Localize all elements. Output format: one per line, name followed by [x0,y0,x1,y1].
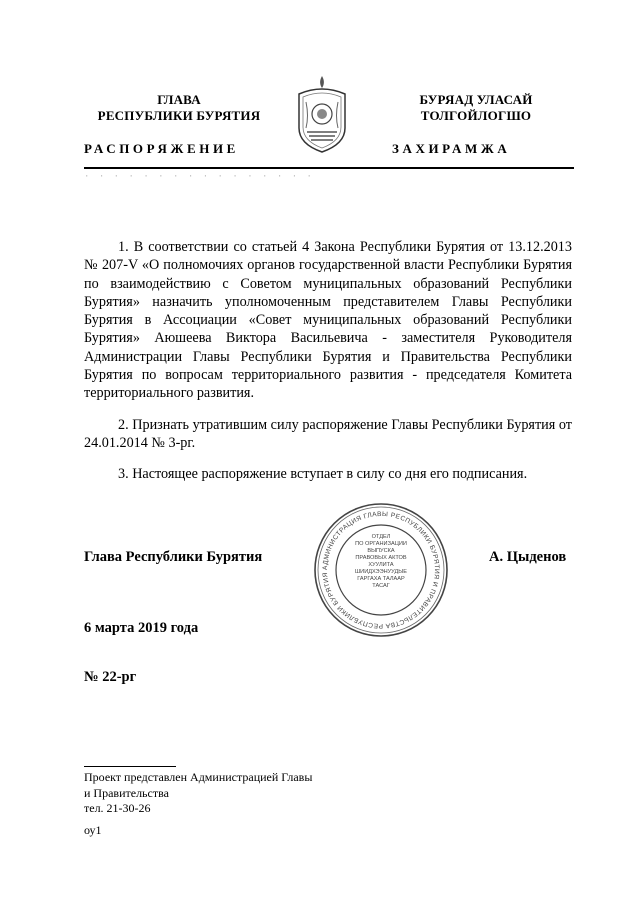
stamp-line-4: ПРАВОВЫХ АКТОВ [355,555,407,561]
document-number: № 22-рг [84,669,137,685]
footnote-line1: Проект представлен Администрацией Главы [84,770,313,784]
coat-of-arms-emblem [293,72,351,156]
footnote-line2: и Правительства [84,785,169,800]
signature-title: Глава Республики Бурятия [84,549,263,565]
stamp-ring-text: АДМИНИСТРАЦИЯ ГЛАВЫ РЕСПУБЛИКИ БУРЯТИЯ И ПРАВИТЕЛЬСТВА РЕСПУБЛИКИ БУРЯТИЯ [321,510,441,630]
paragraph-3: 3. Настоящее распоряжение вступает в силу со дня его подписания. [118,466,528,483]
header-left-line2: РЕСПУБЛИКИ БУРЯТИЯ [97,108,261,123]
stamp-line-7: ГАРГАХА ТАЛААР [357,576,405,582]
doc-type-right: ЗАХИРАМЖА [392,141,511,156]
paragraph-1: 1. В соответствии со статьей 4 Закона Республики Бурятия от 13.12.2013 № 207-V «О полномочиях органов государственной власти Республики Бурятия по взаимодействию с Советом муниципальных образований Республики Бурятия» назначить уполномоченным представителем Главы Республики Бурятия в Ассоциации «Совет муниципальных образований Республики Бурятия» Аюшеева Виктора Васильевича - заместителя Руководителя Администрации Главы Республики Бурятия и Правительства Республики Бурятия по вопросам территориального развития - председателя Комитета территориального развития. [84,239,572,402]
header-divider [84,167,574,169]
header-dotted-guide: · · · · · · · · · · · · · · · · [84,172,314,182]
stamp-line-3: ВЫПУСКА [367,548,395,554]
header-right [378,92,574,124]
stamp-line-2: ПО ОРГАНИЗАЦИИ [355,541,407,547]
paragraph-2: 2. Признать утратившим силу распоряжение Главы Республики Бурятия от 24.01.2014 № 3-рг. [84,416,572,451]
stamp-line-1: ОТДЕЛ [371,534,391,540]
footnote [84,770,312,838]
footnote-phone: тел. 21-30-26 [84,801,151,815]
doc-type-left: РАСПОРЯЖЕНИЕ [84,141,239,156]
header-right-line1: БУРЯАД УЛАСАЙ [419,92,533,107]
header-right-line2: ТОЛГОЙЛОГШО [420,108,532,123]
signature-name: А. Цыденов [489,549,567,565]
header-left-line1: ГЛАВА [157,92,201,107]
footnote-code: оу1 [84,822,102,837]
document-date: 6 марта 2019 года [84,620,199,636]
official-stamp [312,502,450,638]
stamp-line-6: ШИИДХЭЭНУУДЫЕ [355,569,407,575]
stamp-line-5: ХУУЛИТА [368,562,394,568]
header-left [84,92,274,124]
footnote-rule [84,766,176,767]
stamp-line-8: ТАСАГ [372,583,390,589]
body-text [84,238,572,484]
